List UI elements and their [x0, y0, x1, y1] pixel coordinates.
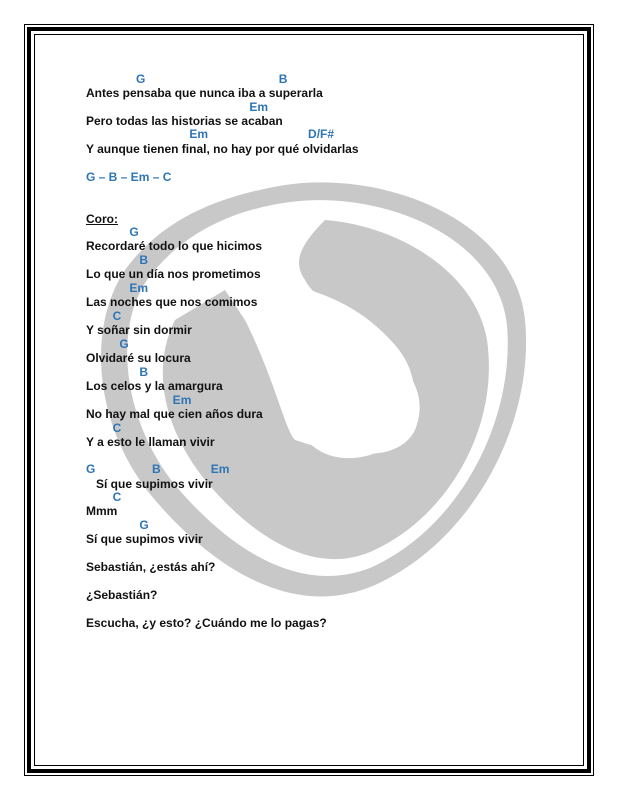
lyric-line: Los celos y la amargura: [86, 379, 223, 393]
chord-line: B: [86, 253, 149, 267]
section-heading-coro: Coro:: [86, 212, 118, 226]
chord-line: Em: [86, 100, 269, 114]
lyric-line: Las noches que nos comimos: [86, 295, 258, 309]
spoken-line: Escucha, ¿y esto? ¿Cuándo me lo pagas?: [86, 616, 327, 630]
chord-line: C: [86, 309, 122, 323]
chord-line: G: [86, 337, 129, 351]
chord-line: Em: [86, 393, 192, 407]
chord-line: B: [86, 365, 149, 379]
spoken-line: ¿Sebastián?: [86, 588, 158, 602]
lyric-line: Lo que un día nos prometimos: [86, 267, 261, 281]
lyric-line: Pero todas las historias se acaban: [86, 114, 283, 128]
chord-line: G: [86, 225, 139, 239]
chord-line: G B: [86, 72, 288, 86]
lyric-line: Y soñar sin dormir: [86, 323, 192, 337]
chord-progression: G – B – Em – C: [86, 170, 172, 184]
lyric-line: Recordaré todo lo que hicimos: [86, 239, 263, 253]
chord-line: Em: [86, 281, 149, 295]
lyric-line: Y aunque tienen final, no hay por qué olvidarlas: [86, 142, 359, 156]
spoken-line: Sebastián, ¿estás ahí?: [86, 560, 216, 574]
chord-line: G: [86, 518, 149, 532]
lyric-line: Mmm: [86, 504, 118, 518]
lyric-line: Antes pensaba que nunca iba a superarla: [86, 86, 323, 100]
chord-line: C: [86, 490, 122, 504]
lyric-line: Olvidaré su locura: [86, 351, 191, 365]
lyric-line: No hay mal que cien años dura: [86, 407, 263, 421]
lyric-line: Sí que supimos vivir: [86, 532, 203, 546]
lyric-line: Y a esto le llaman vivir: [86, 435, 215, 449]
chord-line: G B Em: [86, 462, 230, 476]
chord-line: Em D/F#: [86, 127, 335, 141]
lyric-line: Sí que supimos vivir: [86, 477, 213, 491]
chord-line: C: [86, 421, 122, 435]
